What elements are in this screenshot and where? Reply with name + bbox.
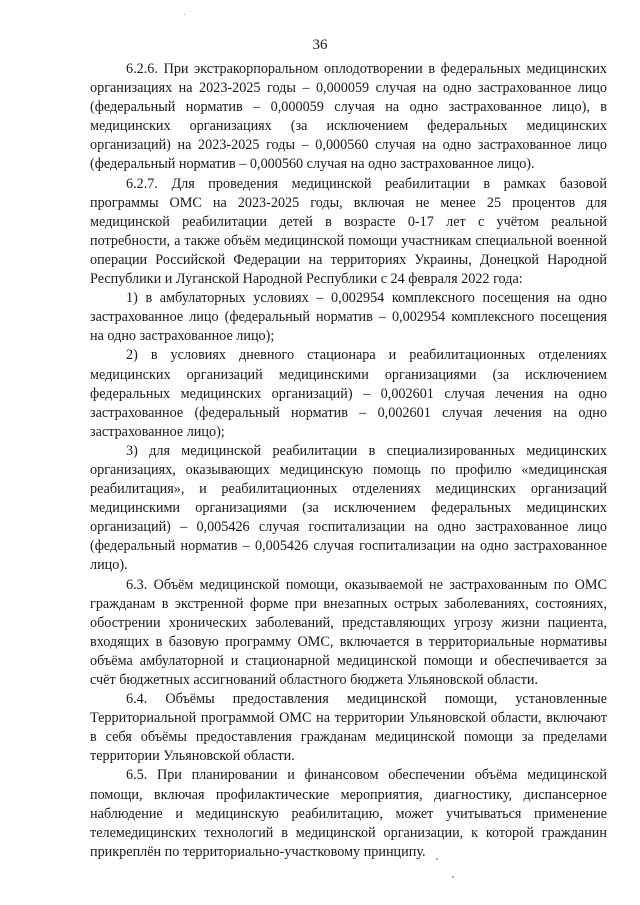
paragraph-6-2-7: 6.2.7. Для проведения медицинской реабилитации в рамках базовой программы ОМС на 2023-2025 годы, включая не менее 25 процентов для медицинской реабилитации детей в возрасте 0-17 лет с учётом реальной потребности, а также объём медицинской помощи участникам специальной военной операции Российской Федерации на территориях Украины, Донецкой Народной Республики и Луганской Народной Республики с 24 февраля 2022 года: bbox=[90, 175, 607, 288]
scan-speck bbox=[184, 14, 185, 15]
list-item-1-outpatient: 1) в амбулаторных условиях – 0,002954 комплексного посещения на одно застрахованное лицо (федеральный норматив – 0,002954 комплексного посещения на одно застрахованное лицо); bbox=[90, 290, 607, 345]
paragraph-6-5: 6.5. При планировании и финансовом обеспечении объёма медицинской помощи, включая профилактические мероприятия, диагностику, диспансерное наблюдение и медицинскую реабилитацию, может учитываться применение телемедицинских технологий в медицинской организации, к которой гражданин прикреплён по территориально-участковому принципу. bbox=[90, 767, 607, 860]
page-number: 36 bbox=[312, 37, 328, 53]
paragraph-6-2-6: 6.2.6. При экстракорпоральном оплодотворении в федеральных медицинских организациях на 2023-2025 годы – 0,000059 случая на одно застрахованное лицо (федеральный норматив – 0,000059 случая на одно застрахованное лицо), в медицинских организациях (за исключением федеральных медицинских организаций) на 2023-2025 годы – 0,000560 случая на одно застрахованное лицо (федеральный норматив – 0,000560 случая на одно застрахованное лицо). bbox=[90, 61, 607, 173]
list-item-3-hospitalization: 3) для медицинской реабилитации в специализированных медицинских организациях, оказывающих медицинскую помощь по профилю «медицинская реабилитация», и реабилитационных отделениях медицинских организаций медицинскими организациями (за исключением федеральных медицинских организаций) – 0,005426 случая госпитализации на одно застрахованное лицо (федеральный норматив – 0,005426 случая госпитализации на одно застрахованное лицо). bbox=[90, 442, 607, 574]
document-body bbox=[90, 60, 607, 862]
list-item-2-day-hospital: 2) в условиях дневного стационара и реабилитационных отделениях медицинских организаций медицинскими организациями (за исключением федеральных медицинских организаций) – 0,002601 случая лечения на одно застрахованное (федеральный норматив – 0,002601 случая лечения на одно застрахованное лицо); bbox=[90, 347, 607, 440]
paragraph-6-4: 6.4. Объёмы предоставления медицинской помощи, установленные Территориальной программой ОМС на территории Ульяновской области, включают в себя объёмы предоставления гражданам медицинской помощи за пределами территории Ульяновской области. bbox=[90, 691, 607, 765]
paragraph-6-3: 6.3. Объём медицинской помощи, оказываемой не застрахованным по ОМС гражданам в экстренной форме при внезапных острых заболеваниях, состояниях, обострении хронических заболеваний, представляющих угрозу жизни пациента, входящих в базовую программу ОМС, включается в территориальные нормативы объёма амбулаторной и стационарной медицинской помощи и обеспечивается за счёт бюджетных ассигнований областного бюджета Ульяновской области. bbox=[90, 576, 607, 688]
scan-speck bbox=[436, 858, 438, 860]
scan-speck bbox=[452, 876, 454, 878]
